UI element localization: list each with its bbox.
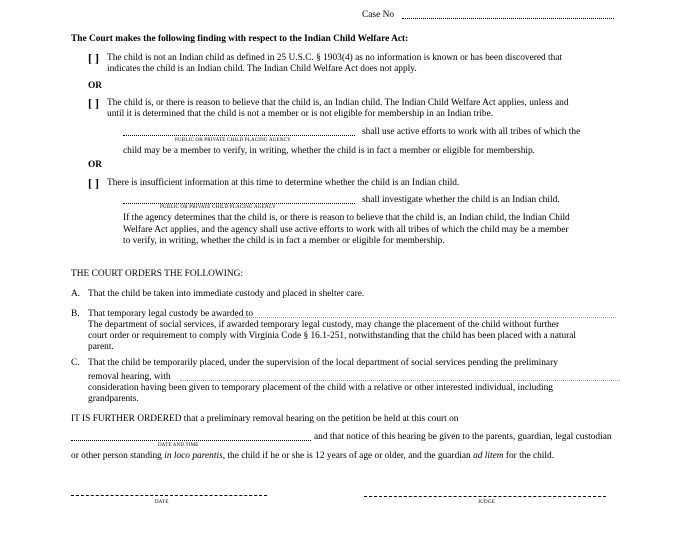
order-c-line3: consideration having been given to temporary placement of the child with a relative or other interested individual, including	[88, 383, 553, 393]
checkbox-indian-child[interactable]: [ ]	[88, 96, 99, 110]
agency-field-2[interactable]	[123, 195, 355, 204]
order-c-line1: That the child be temporarily placed, under the supervision of the local department of social services pending the preliminary	[88, 358, 558, 368]
checkbox-insufficient-info[interactable]: [ ]	[88, 176, 99, 190]
option1-line2: indicates the child is an Indian child. The Indian Child Welfare Act does not apply.	[107, 64, 417, 74]
option3-line2: If the agency determines that the child is, or there is reason to believe that the child is, an Indian child, the Indian Child	[123, 213, 570, 223]
placement-with-field[interactable]	[180, 372, 620, 381]
order-a-text: That the child be taken into immediate custody and placed in shelter care.	[88, 289, 365, 299]
or-separator-1: OR	[88, 81, 103, 91]
further-ordered-line1: IT IS FURTHER ORDERED that a preliminary removal hearing on the petition be held at this court on	[71, 414, 459, 424]
option3-line3: Welfare Act applies, and the agency shall use active efforts to work with all tribes of which the child may be a member	[123, 225, 569, 235]
ad-litem: ad litem	[473, 451, 504, 461]
line3-mid: , the child if he or she is 12 years of age or older, and the guardian	[222, 451, 474, 461]
agency-caption-2: PUBLIC OR PRIVATE CHILD PLACING AGENCY	[160, 205, 276, 210]
custody-awardee-field[interactable]	[236, 309, 616, 318]
order-b-label: B.	[71, 309, 80, 319]
hearing-date-time-field[interactable]	[71, 432, 311, 441]
agency-field-1[interactable]	[123, 127, 355, 136]
option2-line1: The child is, or there is reason to believe that the child is, an Indian child. The Indian Child Welfare Act applies, unless and	[107, 98, 569, 108]
case-number-row	[362, 10, 394, 20]
date-label: DATE	[155, 500, 169, 505]
order-b-line1: That temporary legal custody be awarded to	[88, 309, 254, 319]
finding-heading: The Court makes the following finding with respect to the Indian Child Welfare Act:	[71, 34, 409, 44]
judge-label: JUDGE	[478, 500, 495, 505]
option2-agency-line: shall use active efforts to work with all tribes of which the	[362, 127, 581, 137]
order-c-label: C.	[71, 358, 80, 368]
line3-post: for the child.	[503, 451, 555, 461]
option3-line4: to verify, in writing, whether the child is in fact a member or eligible for membership.	[123, 236, 445, 246]
line3-pre: or other person standing	[71, 451, 165, 461]
checkbox-not-indian-child[interactable]: [ ]	[88, 51, 99, 65]
order-c-line4: grandparents.	[88, 394, 139, 404]
or-separator-2: OR	[88, 160, 103, 170]
judge-signature-line[interactable]	[364, 496, 606, 497]
further-ordered-line2: and that notice of this hearing be given to the parents, guardian, legal custodian	[314, 432, 612, 442]
option2-line2: until it is determined that the child is not a member or is not eligible for membership in an Indian tribe.	[107, 109, 494, 119]
order-b-line4: parent.	[88, 342, 114, 352]
order-c-line2: removal hearing, with	[88, 372, 171, 382]
option2-line3: child may be a member to verify, in writing, whether the child is in fact a member or eligible for membership.	[123, 146, 536, 156]
order-b-line2: The department of social services, if awarded temporary legal custody, may change the placement of the child without further	[88, 320, 560, 330]
case-no-label: Case No	[362, 10, 395, 20]
orders-heading: THE COURT ORDERS THE FOLLOWING:	[71, 269, 244, 279]
order-a-label: A.	[71, 289, 81, 299]
date-time-caption: DATE AND TIME	[158, 443, 199, 448]
order-b-line3: court order or requirement to comply with Virginia Code § 16.1-251, notwithstanding that the child has been placed with a natural	[88, 331, 577, 341]
option1-line1: The child is not an Indian child as defined in 25 U.S.C. § 1903(4) as no information is known or has been discovered that	[107, 53, 563, 63]
in-loco-parentis: in loco parentis	[164, 451, 223, 461]
further-ordered-line3	[71, 451, 554, 461]
option3-agency-line: shall investigate whether the child is an Indian child.	[362, 195, 560, 205]
option3-line1: There is insufficient information at this time to determine whether the child is an Indian child.	[107, 178, 460, 188]
agency-caption-1: PUBLIC OR PRIVATE CHILD PLACING AGENCY	[175, 138, 291, 143]
date-signature-line[interactable]	[71, 495, 267, 496]
case-no-field[interactable]	[402, 10, 614, 19]
